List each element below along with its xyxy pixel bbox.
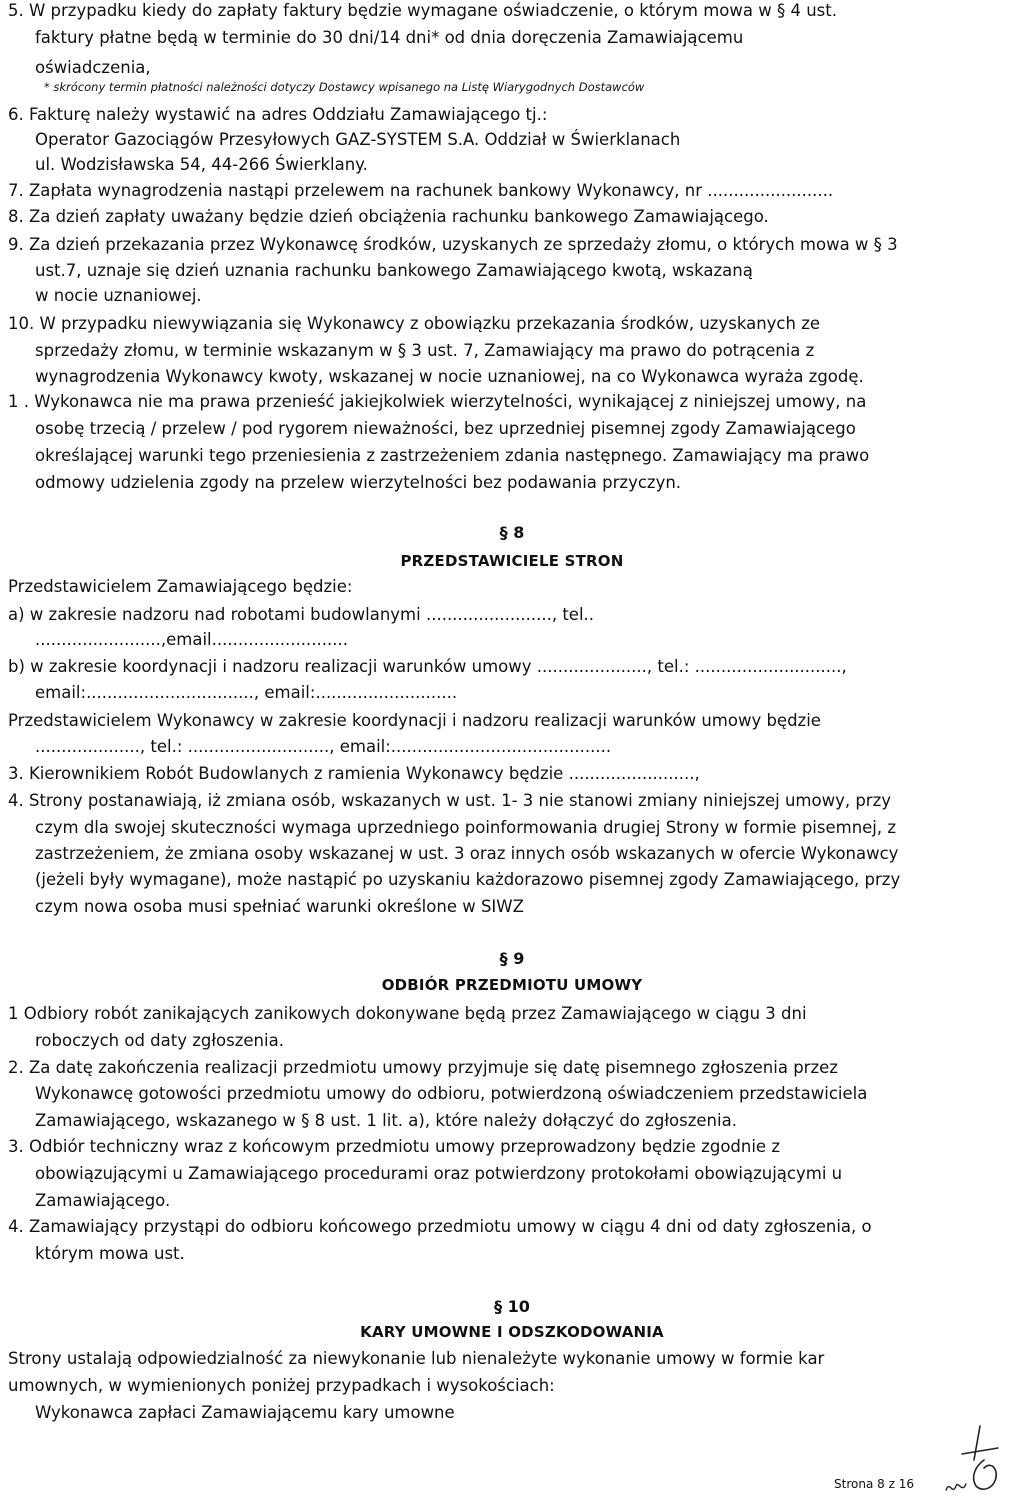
paragraph-line: 6. Fakturę należy wystawić na adres Oddziału Zamawiającego tj.: <box>8 105 548 124</box>
section-number: § 10 <box>494 1297 530 1316</box>
paragraph-line: Wykonawcę gotowości przedmiotu umowy do odbioru, potwierdzoną oświadczeniem przedstawiciela <box>35 1084 868 1103</box>
paragraph-line: Przedstawicielem Wykonawcy w zakresie koordynacji i nadzoru realizacji warunków umowy będzie <box>8 711 821 730</box>
paragraph-line: odmowy udzielenia zgody na przelew wierzytelności bez podawania przyczyn. <box>35 473 682 492</box>
paragraph-line: osobę trzecią / przelew / pod rygorem nieważności, bez uprzedniej pisemnej zgody Zamawiającego <box>35 419 856 438</box>
section-heading: ODBIÓR PRZEDMIOTU UMOWY <box>381 976 643 994</box>
paragraph-line: 8. Za dzień zapłaty uważany będzie dzień obciążenia rachunku bankowego Zamawiającego. <box>8 207 769 226</box>
paragraph-line: 3. Odbiór techniczny wraz z końcowym przedmiotu umowy przeprowadzony będzie zgodnie z <box>8 1137 780 1156</box>
section-number: § 9 <box>499 949 525 968</box>
paragraph-line: Przedstawicielem Zamawiającego będzie: <box>8 577 353 596</box>
paragraph-line: ...................., tel.: ..........................., email:.......................................... <box>35 737 612 756</box>
paragraph-line: w nocie uznaniowej. <box>35 286 202 305</box>
paragraph-line: 9. Za dzień przekazania przez Wykonawcę środków, uzyskanych ze sprzedaży złomu, o których mowa w § 3 <box>8 235 898 254</box>
footnote-line: * skrócony termin płatności należności dotyczy Dostawcy wpisanego na Listę Wiarygodnych Dostawców <box>44 80 645 94</box>
paragraph-line: Strony ustalają odpowiedzialność za niewykonanie lub nienależyte wykonanie umowy w formie kar <box>8 1349 825 1368</box>
section-heading: PRZEDSTAWICIELE STRON <box>400 552 624 570</box>
paragraph-line: sprzedaży złomu, w terminie wskazanym w § 3 ust. 7, Zamawiający ma prawo do potrącenia z <box>35 341 815 360</box>
paragraph-line: oświadczenia, <box>35 58 151 77</box>
paragraph-line: Zamawiającego. <box>35 1191 171 1210</box>
paragraph-line: 7. Zapłata wynagrodzenia nastąpi przelewem na rachunek bankowy Wykonawcy, nr ........................ <box>8 181 834 200</box>
paragraph-line: 5. W przypadku kiedy do zapłaty faktury będzie wymagane oświadczenie, o którym mowa w § 4 ust. <box>8 1 837 20</box>
paragraph-line: umownych, w wymienionych poniżej przypadkach i wysokościach: <box>8 1376 555 1395</box>
paragraph-line: roboczych od daty zgłoszenia. <box>35 1031 284 1050</box>
section-number: § 8 <box>499 523 525 542</box>
paragraph-line: 4. Zamawiający przystąpi do odbioru końcowego przedmiotu umowy w ciągu 4 dni od daty zgłoszenia, o <box>8 1217 872 1236</box>
signature-mark <box>940 1420 1020 1500</box>
paragraph-line: email:................................, email:........................... <box>35 683 458 702</box>
paragraph-line: 4. Strony postanawiają, iż zmiana osób, wskazanych w ust. 1- 3 nie stanowi zmiany niniejszej umowy, przy <box>8 791 892 810</box>
paragraph-line: Zamawiającego, wskazanego w § 8 ust. 1 lit. a), które należy dołączyć do zgłoszenia. <box>35 1111 737 1130</box>
paragraph-line: 1 . Wykonawca nie ma prawa przenieść jakiejkolwiek wierzytelności, wynikającej z niniejszej umowy, na <box>8 392 867 411</box>
paragraph-line: b) w zakresie koordynacji i nadzoru realizacji warunków umowy ....................., tel.: ............................, <box>8 657 847 676</box>
paragraph-line: 3. Kierownikiem Robót Budowlanych z ramienia Wykonawcy będzie ........................, <box>8 764 700 783</box>
paragraph-line: czym nowa osoba musi spełniać warunki określone w SIWZ <box>35 897 524 916</box>
paragraph-line: zastrzeżeniem, że zmiana osoby wskazanej w ust. 3 oraz innych osób wskazanych w ofercie Wykonawcy <box>35 844 899 863</box>
paragraph-line: ul. Wodzisławska 54, 44-266 Świerklany. <box>35 155 368 174</box>
paragraph-line: Operator Gazociągów Przesyłowych GAZ-SYSTEM S.A. Oddział w Świerklanach <box>35 130 681 149</box>
paragraph-line: 1 Odbiory robót zanikających zanikowych dokonywane będą przez Zamawiającego w ciągu 3 dni <box>8 1004 807 1023</box>
paragraph-line: (jeżeli były wymagane), może nastąpić po uzyskaniu każdorazowo pisemnej zgody Zamawiającego, przy <box>35 870 901 889</box>
paragraph-line: Wykonawca zapłaci Zamawiającemu kary umowne <box>35 1403 455 1422</box>
paragraph-line: 10. W przypadku niewywiązania się Wykonawcy z obowiązku przekazania środków, uzyskanych ze <box>8 314 821 333</box>
paragraph-line: czym dla swojej skuteczności wymaga uprzedniego poinformowania drugiej Strony w formie pisemnej, z <box>35 818 897 837</box>
paragraph-line: a) w zakresie nadzoru nad robotami budowlanymi ........................, tel.. <box>8 605 595 624</box>
paragraph-line: określającej warunki tego przeniesienia z zastrzeżeniem zdania następnego. Zamawiający ma prawo <box>35 446 870 465</box>
paragraph-line: ust.7, uznaje się dzień uznania rachunku bankowego Zamawiającego kwotą, wskazaną <box>35 261 753 280</box>
paragraph-line: 2. Za datę zakończenia realizacji przedmiotu umowy przyjmuje się datę pisemnego zgłoszenia przez <box>8 1058 838 1077</box>
section-heading: KARY UMOWNE I ODSZKODOWANIA <box>360 1323 664 1341</box>
page-number: Strona 8 z 16 <box>834 1477 914 1491</box>
paragraph-line: obowiązującymi u Zamawiającego procedurami oraz potwierdzony protokołami obowiązującymi u <box>35 1164 843 1183</box>
paragraph-line: którym mowa ust. <box>35 1244 185 1263</box>
paragraph-line: wynagrodzenia Wykonawcy kwoty, wskazanej w nocie uznaniowej, na co Wykonawca wyraża zgodę. <box>35 367 864 386</box>
paragraph-line: faktury płatne będą w terminie do 30 dni/14 dni* od dnia doręczenia Zamawiającemu <box>35 28 744 47</box>
paragraph-line: ........................,email.......................... <box>35 630 348 649</box>
